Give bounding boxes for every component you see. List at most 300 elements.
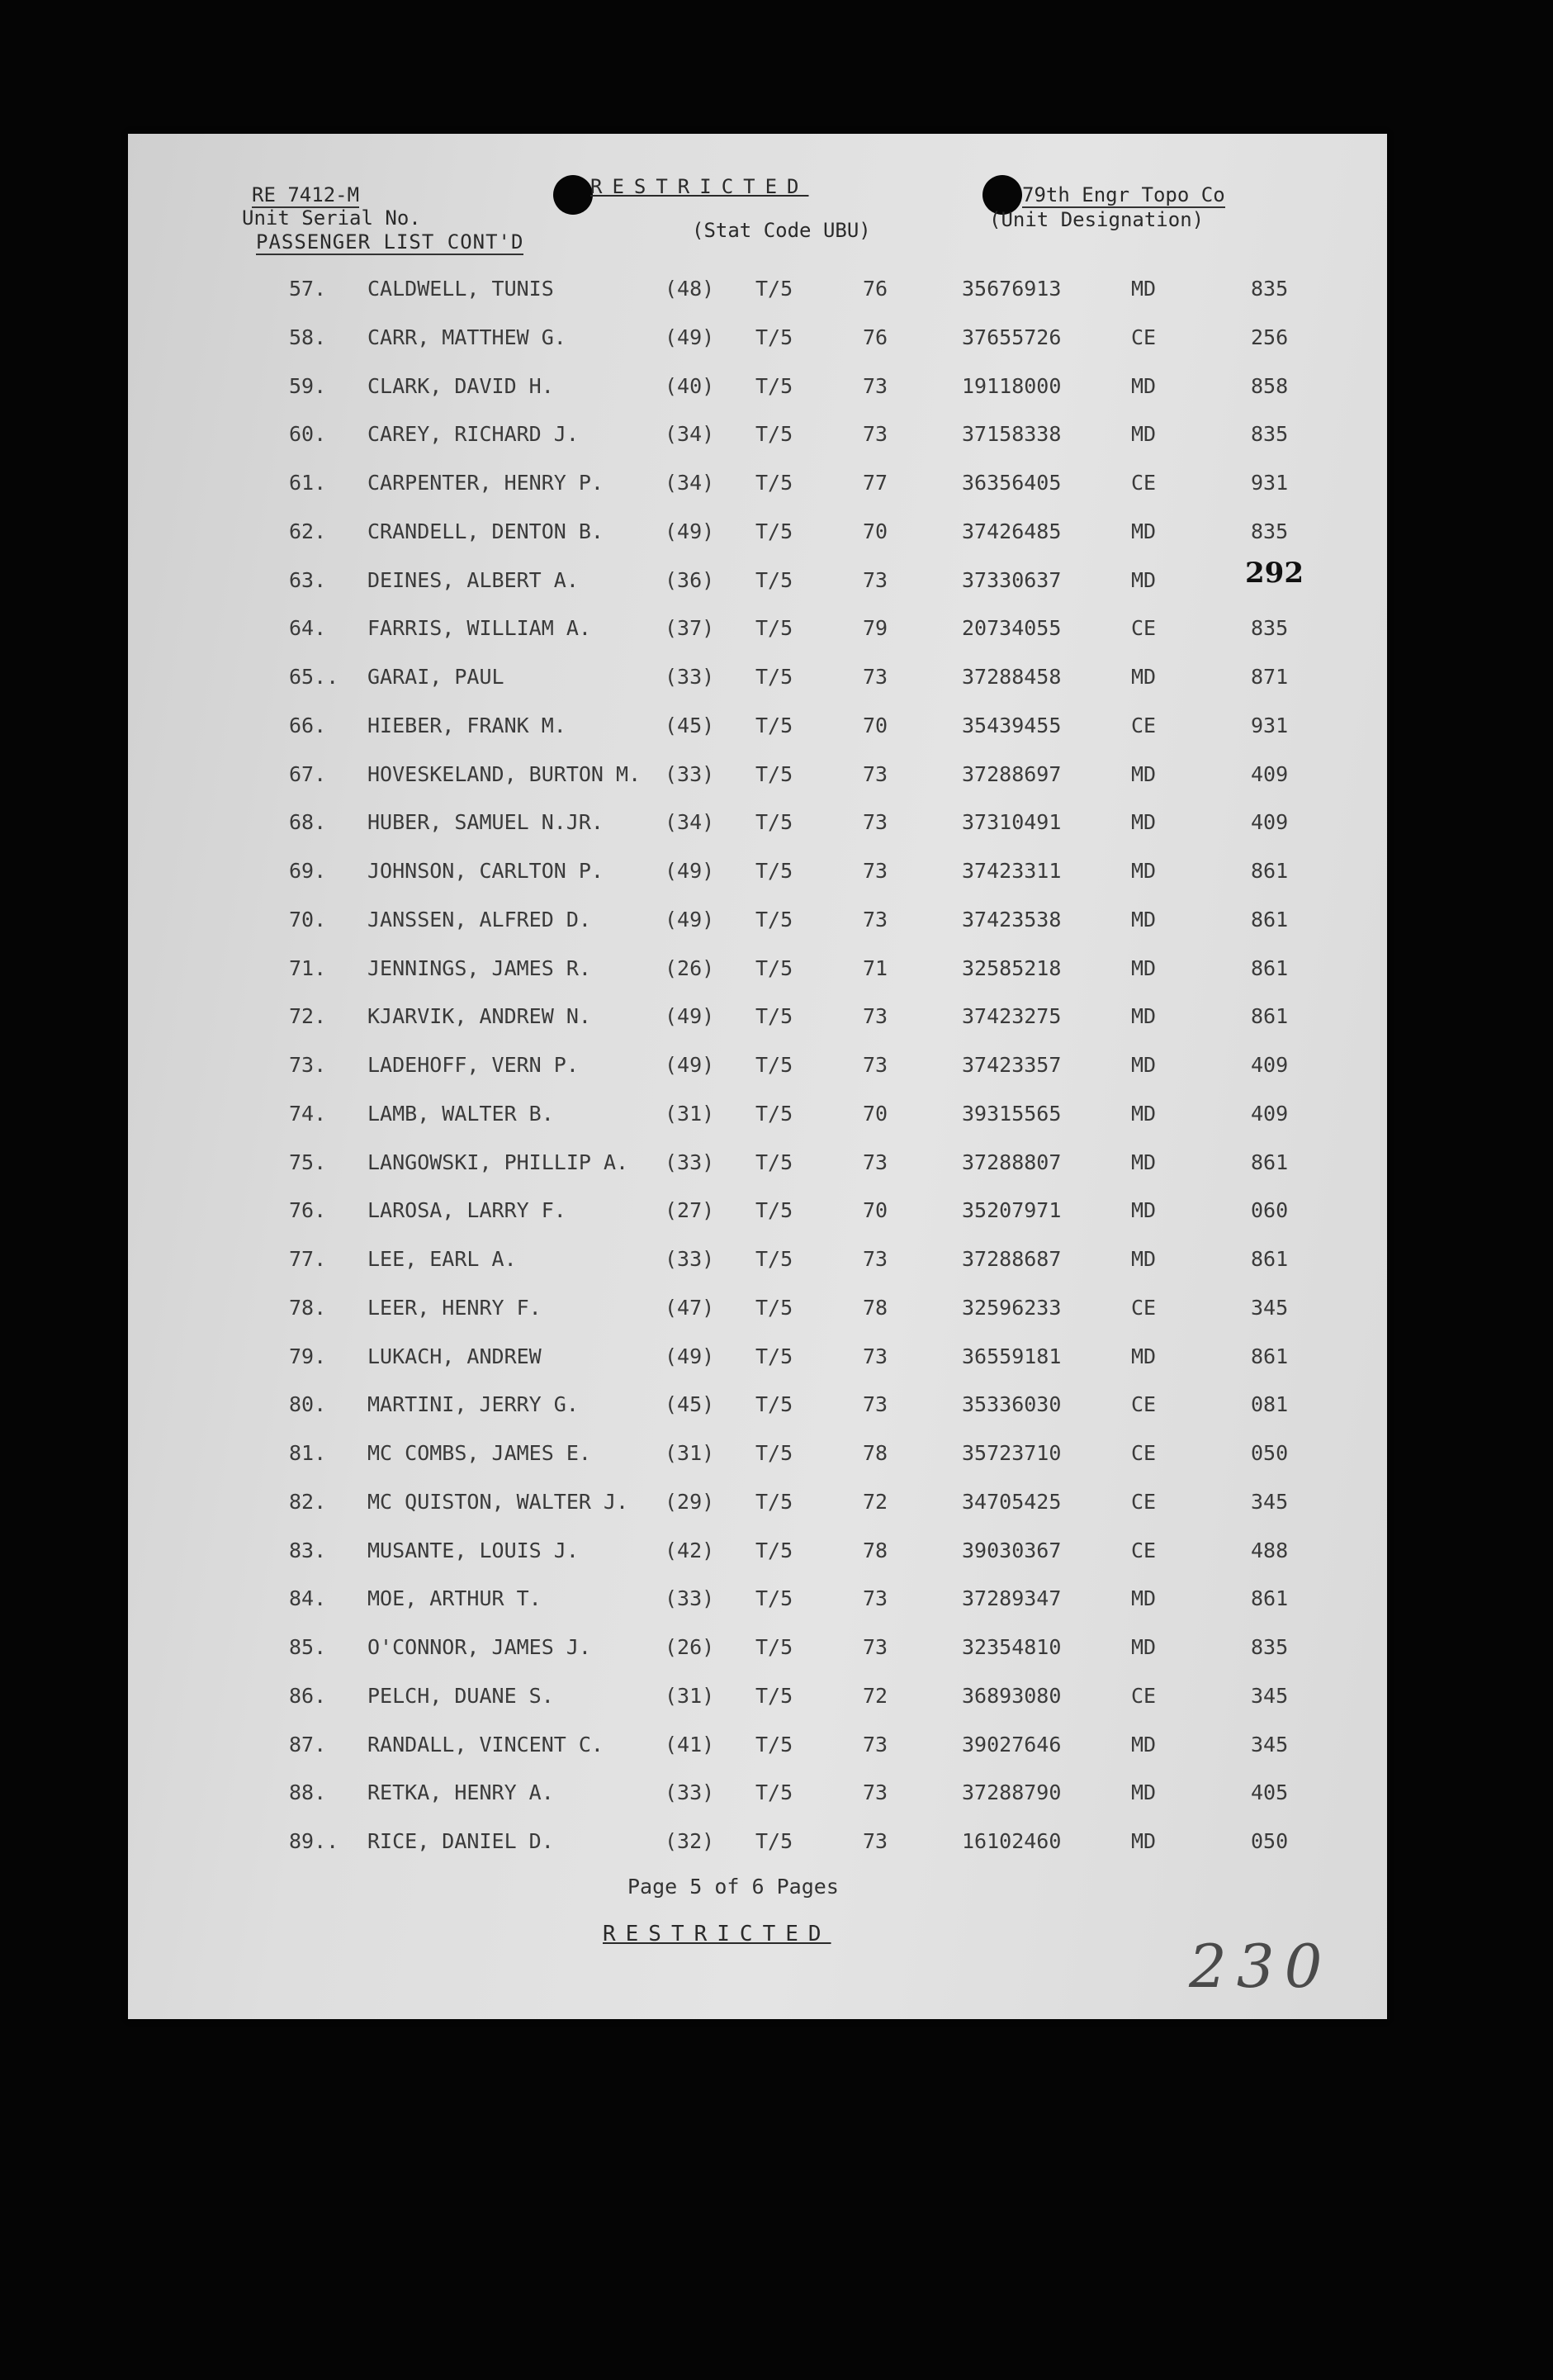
roster-name: HIEBER, FRANK M. [367,713,566,737]
roster-code: 76 [863,325,888,349]
roster-ref: 405 [1251,1780,1289,1805]
roster-num: 84. [289,1586,327,1611]
roster-code: 73 [863,1053,888,1077]
roster-serial: 37655726 [962,325,1062,349]
roster-num: 79. [289,1344,327,1368]
roster-grade: T/5 [755,1150,793,1174]
roster-branch: MD [1131,1101,1157,1126]
roster-name: HUBER, SAMUEL N.JR. [367,810,604,835]
roster-age: (33) [665,665,715,689]
roster-row [128,1095,1387,1136]
roster-code: 78 [863,1441,888,1465]
roster-serial: 37330637 [962,567,1062,592]
roster-code: 73 [863,1780,888,1805]
roster-serial: 36356405 [962,471,1062,495]
roster-name: DEINES, ALBERT A. [367,567,579,592]
roster-ref: 931 [1251,713,1289,737]
roster-row [128,804,1387,845]
roster-code: 73 [863,1829,888,1853]
document-page [128,134,1387,2019]
roster-branch: CE [1131,471,1157,495]
roster-age: (49) [665,1344,715,1368]
roster-row [128,562,1387,603]
roster-name: MC COMBS, JAMES E. [367,1441,591,1465]
roster-ref: 345 [1251,1732,1289,1757]
punch-hole-left [553,175,593,215]
roster-row [128,1240,1387,1282]
roster-num: 86. [289,1683,327,1708]
roster-name: CLARK, DAVID H. [367,373,554,398]
roster-code: 73 [863,665,888,689]
roster-ref: 835 [1251,519,1289,543]
roster-serial: 39315565 [962,1101,1062,1126]
roster-num: 68. [289,810,327,835]
roster-num: 61. [289,471,327,495]
roster-serial: 37288697 [962,761,1062,786]
roster-serial: 34705425 [962,1489,1062,1514]
passenger-roster [128,270,1387,1853]
roster-grade: T/5 [755,1635,793,1659]
margin-stamp: 292 [1245,557,1304,590]
roster-branch: MD [1131,907,1157,932]
roster-code: 79 [863,616,888,641]
roster-serial: 37289347 [962,1586,1062,1611]
roster-name: KJARVIK, ANDREW N. [367,1004,591,1029]
roster-age: (29) [665,1489,715,1514]
roster-row [128,609,1387,651]
roster-serial: 35676913 [962,277,1062,301]
roster-num: 58. [289,325,327,349]
roster-name: FARRIS, WILLIAM A. [367,616,591,641]
roster-ref: 050 [1251,1441,1289,1465]
roster-grade: T/5 [755,1295,793,1320]
roster-grade: T/5 [755,810,793,835]
roster-name: LANGOWSKI, PHILLIP A. [367,1150,629,1174]
roster-code: 73 [863,422,888,447]
roster-serial: 37423311 [962,859,1062,883]
roster-age: (48) [665,277,715,301]
roster-age: (49) [665,859,715,883]
roster-code: 72 [863,1683,888,1708]
roster-name: MARTINI, JERRY G. [367,1392,579,1417]
roster-num: 69. [289,859,327,883]
roster-name: GARAI, PAUL [367,665,504,689]
roster-grade: T/5 [755,1344,793,1368]
roster-num: 77. [289,1247,327,1271]
roster-name: LEE, EARL A. [367,1247,517,1271]
roster-ref: 256 [1251,325,1289,349]
roster-grade: T/5 [755,1586,793,1611]
roster-row [128,415,1387,457]
roster-code: 73 [863,1392,888,1417]
roster-ref: 861 [1251,1247,1289,1271]
roster-grade: T/5 [755,567,793,592]
roster-row [128,319,1387,360]
roster-name: LUKACH, ANDREW [367,1344,542,1368]
roster-code: 73 [863,1586,888,1611]
roster-ref: 931 [1251,471,1289,495]
roster-branch: MD [1131,1586,1157,1611]
roster-age: (49) [665,519,715,543]
roster-age: (33) [665,761,715,786]
roster-ref: 409 [1251,1053,1289,1077]
roster-num: 85. [289,1635,327,1659]
roster-grade: T/5 [755,1392,793,1417]
roster-ref: 050 [1251,1829,1289,1853]
roster-grade: T/5 [755,616,793,641]
roster-serial: 37310491 [962,810,1062,835]
roster-serial: 37288790 [962,1780,1062,1805]
roster-row [128,464,1387,505]
roster-branch: CE [1131,616,1157,641]
roster-code: 73 [863,1150,888,1174]
roster-row [128,998,1387,1039]
roster-num: 78. [289,1295,327,1320]
roster-grade: T/5 [755,519,793,543]
roster-ref: 345 [1251,1489,1289,1514]
roster-branch: CE [1131,1683,1157,1708]
roster-name: CARR, MATTHEW G. [367,325,566,349]
roster-ref: 861 [1251,907,1289,932]
roster-age: (45) [665,1392,715,1417]
roster-name: RETKA, HENRY A. [367,1780,554,1805]
roster-row [128,901,1387,942]
roster-code: 73 [863,859,888,883]
roster-code: 70 [863,1198,888,1223]
roster-code: 73 [863,1635,888,1659]
roster-row [128,1338,1387,1379]
roster-name: CALDWELL, TUNIS [367,277,554,301]
unit-serial-number: RE 7412-M [252,183,360,206]
roster-name: O'CONNOR, JAMES J. [367,1635,591,1659]
roster-ref: 861 [1251,1150,1289,1174]
restricted-footer: RESTRICTED [603,1922,831,1946]
roster-row [128,950,1387,991]
unit-serial-label: Unit Serial No. [242,206,421,230]
roster-serial: 37158338 [962,422,1062,447]
roster-name: JENNINGS, JAMES R. [367,955,591,980]
roster-branch: MD [1131,955,1157,980]
roster-branch: MD [1131,1150,1157,1174]
roster-branch: MD [1131,519,1157,543]
roster-serial: 37423357 [962,1053,1062,1077]
roster-age: (26) [665,955,715,980]
roster-row [128,270,1387,311]
roster-serial: 32585218 [962,955,1062,980]
roster-ref: 835 [1251,277,1289,301]
roster-serial: 37423538 [962,907,1062,932]
roster-num: 67. [289,761,327,786]
roster-age: (31) [665,1441,715,1465]
roster-num: 71. [289,955,327,980]
roster-branch: MD [1131,1247,1157,1271]
roster-serial: 35439455 [962,713,1062,737]
roster-age: (49) [665,325,715,349]
roster-branch: MD [1131,1732,1157,1757]
roster-age: (40) [665,373,715,398]
roster-name: MUSANTE, LOUIS J. [367,1538,579,1562]
roster-row [128,1580,1387,1621]
roster-grade: T/5 [755,859,793,883]
roster-row [128,1677,1387,1719]
roster-ref: 861 [1251,859,1289,883]
roster-code: 78 [863,1538,888,1562]
roster-age: (45) [665,713,715,737]
roster-ref: 861 [1251,1004,1289,1029]
roster-num: 73. [289,1053,327,1077]
roster-branch: CE [1131,325,1157,349]
roster-code: 73 [863,1004,888,1029]
roster-ref: 835 [1251,422,1289,447]
roster-grade: T/5 [755,471,793,495]
roster-age: (49) [665,1004,715,1029]
roster-num: 60. [289,422,327,447]
roster-age: (37) [665,616,715,641]
passenger-list-heading: PASSENGER LIST CONT'D [256,230,524,254]
roster-branch: MD [1131,373,1157,398]
roster-num: 62. [289,519,327,543]
roster-num: 81. [289,1441,327,1465]
roster-age: (34) [665,471,715,495]
roster-branch: CE [1131,1392,1157,1417]
roster-serial: 32354810 [962,1635,1062,1659]
roster-serial: 32596233 [962,1295,1062,1320]
unit-designation: 79th Engr Topo Co [1022,183,1225,206]
roster-code: 73 [863,1247,888,1271]
roster-row [128,1434,1387,1476]
roster-row [128,1483,1387,1524]
roster-age: (32) [665,1829,715,1853]
roster-branch: MD [1131,761,1157,786]
roster-name: CAREY, RICHARD J. [367,422,579,447]
roster-code: 73 [863,567,888,592]
roster-name: PELCH, DUANE S. [367,1683,554,1708]
roster-serial: 36559181 [962,1344,1062,1368]
roster-age: (49) [665,907,715,932]
roster-age: (33) [665,1247,715,1271]
roster-ref: 835 [1251,1635,1289,1659]
roster-name: CARPENTER, HENRY P. [367,471,604,495]
roster-age: (34) [665,810,715,835]
roster-age: (36) [665,567,715,592]
roster-age: (31) [665,1101,715,1126]
roster-row [128,1774,1387,1815]
roster-grade: T/5 [755,277,793,301]
roster-serial: 39030367 [962,1538,1062,1562]
roster-num: 83. [289,1538,327,1562]
roster-grade: T/5 [755,761,793,786]
roster-ref: 861 [1251,1344,1289,1368]
roster-row [128,1192,1387,1233]
roster-branch: CE [1131,1538,1157,1562]
roster-grade: T/5 [755,1004,793,1029]
roster-num: 65.. [289,665,339,689]
roster-serial: 37426485 [962,519,1062,543]
roster-branch: MD [1131,422,1157,447]
roster-grade: T/5 [755,665,793,689]
roster-branch: MD [1131,1829,1157,1853]
roster-row [128,1386,1387,1427]
roster-serial: 35207971 [962,1198,1062,1223]
roster-row [128,1289,1387,1330]
roster-ref: 409 [1251,761,1289,786]
roster-row [128,1726,1387,1767]
roster-num: 89.. [289,1829,339,1853]
roster-code: 73 [863,373,888,398]
roster-branch: CE [1131,1295,1157,1320]
roster-grade: T/5 [755,325,793,349]
roster-num: 80. [289,1392,327,1417]
roster-num: 70. [289,907,327,932]
roster-grade: T/5 [755,1247,793,1271]
roster-row [128,1532,1387,1573]
roster-branch: MD [1131,1780,1157,1805]
roster-grade: T/5 [755,907,793,932]
roster-age: (47) [665,1295,715,1320]
roster-code: 78 [863,1295,888,1320]
roster-row [128,1144,1387,1185]
roster-code: 72 [863,1489,888,1514]
roster-name: JOHNSON, CARLTON P. [367,859,604,883]
roster-name: RANDALL, VINCENT C. [367,1732,604,1757]
roster-grade: T/5 [755,955,793,980]
roster-name: MOE, ARTHUR T. [367,1586,542,1611]
roster-code: 73 [863,1732,888,1757]
roster-name: LAROSA, LARRY F. [367,1198,566,1223]
roster-num: 82. [289,1489,327,1514]
roster-ref: 060 [1251,1198,1289,1223]
roster-ref: 345 [1251,1295,1289,1320]
roster-serial: 36893080 [962,1683,1062,1708]
roster-name: LAMB, WALTER B. [367,1101,554,1126]
roster-name: LEER, HENRY F. [367,1295,542,1320]
restricted-header: RESTRICTED [590,175,809,198]
roster-code: 73 [863,1344,888,1368]
roster-branch: MD [1131,277,1157,301]
roster-grade: T/5 [755,1538,793,1562]
roster-name: RICE, DANIEL D. [367,1829,554,1853]
roster-ref: 835 [1251,616,1289,641]
roster-grade: T/5 [755,1053,793,1077]
roster-num: 76. [289,1198,327,1223]
roster-branch: CE [1131,713,1157,737]
roster-ref: 861 [1251,955,1289,980]
roster-code: 70 [863,1101,888,1126]
roster-grade: T/5 [755,1198,793,1223]
roster-serial: 35336030 [962,1392,1062,1417]
roster-ref: 345 [1251,1683,1289,1708]
roster-num: 88. [289,1780,327,1805]
roster-code: 71 [863,955,888,980]
roster-num: 59. [289,373,327,398]
roster-code: 77 [863,471,888,495]
roster-age: (33) [665,1780,715,1805]
roster-age: (31) [665,1683,715,1708]
roster-branch: MD [1131,859,1157,883]
roster-num: 64. [289,616,327,641]
roster-ref: 409 [1251,810,1289,835]
roster-grade: T/5 [755,1780,793,1805]
roster-name: MC QUISTON, WALTER J. [367,1489,629,1514]
roster-serial: 37288458 [962,665,1062,689]
roster-grade: T/5 [755,1489,793,1514]
roster-ref: 409 [1251,1101,1289,1126]
roster-num: 87. [289,1732,327,1757]
roster-branch: MD [1131,1053,1157,1077]
roster-code: 73 [863,810,888,835]
roster-age: (26) [665,1635,715,1659]
roster-branch: MD [1131,1344,1157,1368]
roster-name: HOVESKELAND, BURTON M. [367,761,642,786]
roster-code: 70 [863,519,888,543]
roster-age: (49) [665,1053,715,1077]
roster-row [128,513,1387,554]
roster-age: (27) [665,1198,715,1223]
roster-serial: 16102460 [962,1829,1062,1853]
roster-name: CRANDELL, DENTON B. [367,519,604,543]
roster-grade: T/5 [755,1683,793,1708]
roster-serial: 37423275 [962,1004,1062,1029]
roster-serial: 20734055 [962,616,1062,641]
roster-row [128,1823,1387,1864]
roster-code: 73 [863,907,888,932]
roster-grade: T/5 [755,713,793,737]
stat-code: (Stat Code UBU) [692,219,871,242]
roster-serial: 35723710 [962,1441,1062,1465]
roster-branch: MD [1131,810,1157,835]
roster-row [128,852,1387,894]
roster-age: (34) [665,422,715,447]
roster-row [128,1629,1387,1670]
roster-ref: 861 [1251,1586,1289,1611]
roster-grade: T/5 [755,1829,793,1853]
roster-age: (42) [665,1538,715,1562]
roster-age: (33) [665,1150,715,1174]
page-number-footer: Page 5 of 6 Pages [627,1875,839,1899]
roster-branch: CE [1131,1441,1157,1465]
roster-row [128,1046,1387,1088]
roster-num: 74. [289,1101,327,1126]
roster-branch: MD [1131,1635,1157,1659]
roster-name: JANSSEN, ALFRED D. [367,907,591,932]
roster-num: 66. [289,713,327,737]
roster-branch: MD [1131,1004,1157,1029]
roster-num: 63. [289,567,327,592]
roster-grade: T/5 [755,1441,793,1465]
roster-branch: MD [1131,1198,1157,1223]
roster-ref: 081 [1251,1392,1289,1417]
roster-row [128,707,1387,748]
roster-serial: 19118000 [962,373,1062,398]
roster-grade: T/5 [755,422,793,447]
roster-row [128,367,1387,409]
roster-row [128,658,1387,699]
roster-grade: T/5 [755,1101,793,1126]
roster-code: 70 [863,713,888,737]
handwritten-number: 230 [1189,1932,1333,2001]
roster-code: 73 [863,761,888,786]
roster-ref: 871 [1251,665,1289,689]
roster-age: (33) [665,1586,715,1611]
roster-serial: 39027646 [962,1732,1062,1757]
roster-ref: 858 [1251,373,1289,398]
roster-num: 72. [289,1004,327,1029]
roster-ref: 488 [1251,1538,1289,1562]
roster-num: 57. [289,277,327,301]
roster-branch: MD [1131,567,1157,592]
roster-name: LADEHOFF, VERN P. [367,1053,579,1077]
roster-serial: 37288807 [962,1150,1062,1174]
